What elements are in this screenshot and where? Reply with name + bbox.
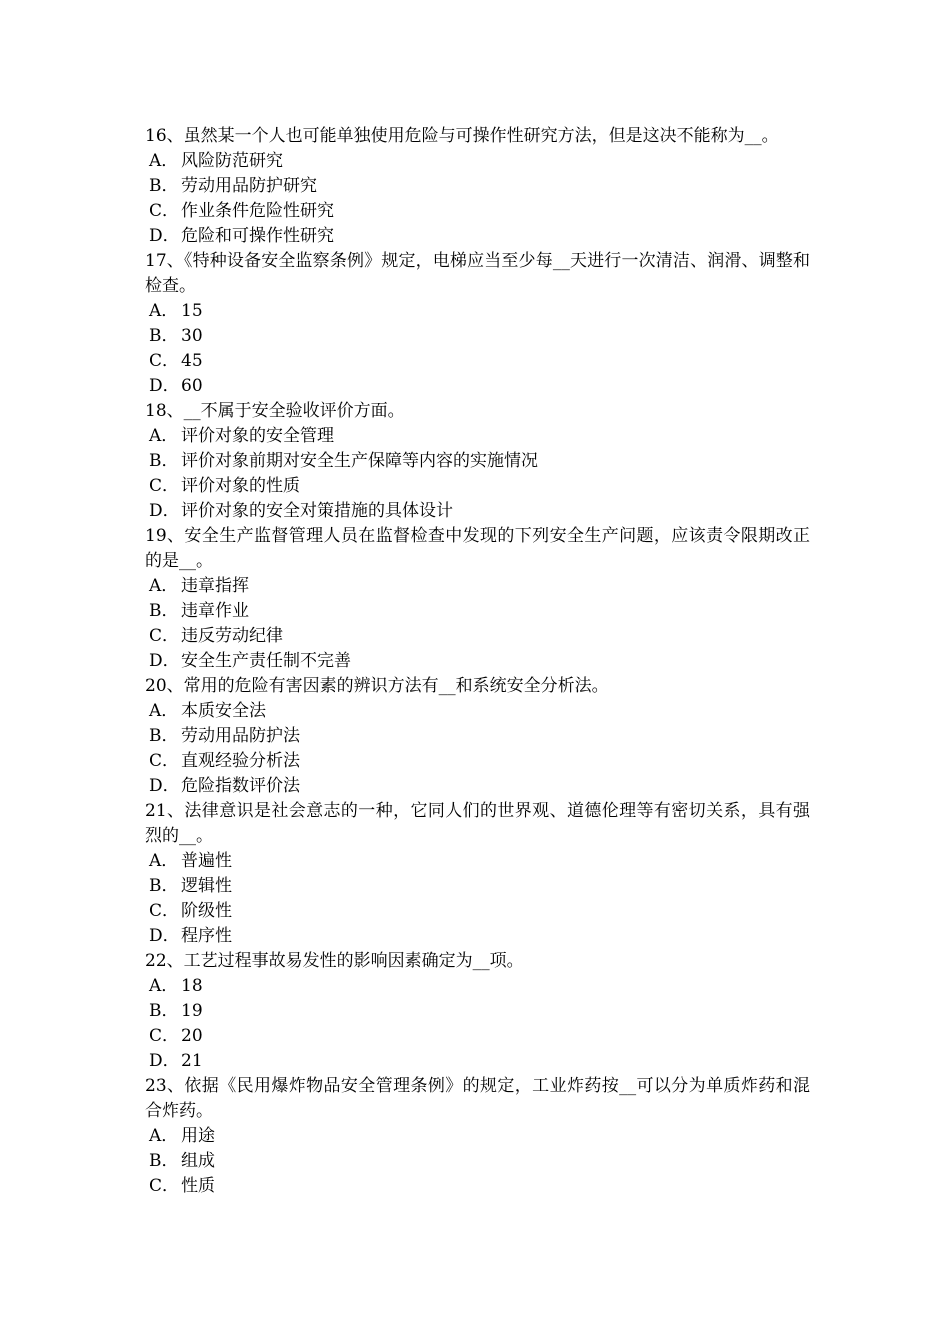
option-letter: C． <box>149 201 180 221</box>
option-a <box>145 849 810 874</box>
option-d <box>145 774 810 799</box>
option-text: 评价对象前期对安全生产保障等内容的实施情况 <box>181 451 538 471</box>
question-text <box>145 524 810 574</box>
question-17 <box>145 249 810 399</box>
option-letter: D． <box>149 926 180 946</box>
option-text: 劳动用品防护法 <box>181 726 300 746</box>
option-b <box>145 874 810 899</box>
option-b <box>145 724 810 749</box>
option-text: 20 <box>181 1026 203 1046</box>
question-20 <box>145 674 810 799</box>
option-text: 普遍性 <box>181 851 232 871</box>
option-d <box>145 374 810 399</box>
question-number: 16、 <box>145 126 184 146</box>
question-body: 依据《民用爆炸物品安全管理条例》的规定，工业炸药按__可以分为单质炸药和混合炸药。 <box>145 1076 811 1121</box>
option-letter: D． <box>149 226 180 246</box>
document-page <box>145 124 810 1199</box>
option-letter: B． <box>149 176 179 196</box>
option-d <box>145 1049 810 1074</box>
option-letter: B． <box>149 326 179 346</box>
question-body: __不属于安全验收评价方面。 <box>183 401 405 421</box>
option-text: 用途 <box>181 1126 215 1146</box>
option-text: 本质安全法 <box>181 701 266 721</box>
question-number: 21、 <box>145 801 185 821</box>
option-a <box>145 149 810 174</box>
option-text: 程序性 <box>181 926 232 946</box>
question-number: 18、 <box>145 401 184 421</box>
question-body: 安全生产监督管理人员在监督检查中发现的下列安全生产问题，应该责令限期改正的是__。 <box>145 526 811 571</box>
option-text: 阶级性 <box>181 901 232 921</box>
option-text: 安全生产责任制不完善 <box>181 651 351 671</box>
option-letter: A． <box>149 301 179 321</box>
option-text: 30 <box>181 326 203 346</box>
question-text <box>145 674 810 699</box>
option-c <box>145 199 810 224</box>
question-22 <box>145 949 810 1074</box>
question-16 <box>145 124 810 249</box>
option-text: 60 <box>181 376 203 396</box>
option-b <box>145 1149 810 1174</box>
question-18 <box>145 399 810 524</box>
option-letter: D． <box>149 776 180 796</box>
option-letter: C． <box>149 351 180 371</box>
option-letter: B． <box>149 1151 179 1171</box>
question-number: 23、 <box>145 1076 185 1096</box>
option-text: 违章指挥 <box>181 576 249 596</box>
option-letter: B． <box>149 726 179 746</box>
option-letter: B． <box>149 601 179 621</box>
option-text: 风险防范研究 <box>181 151 283 171</box>
option-letter: D． <box>149 651 180 671</box>
option-text: 18 <box>181 976 203 996</box>
option-text: 违反劳动纪律 <box>181 626 283 646</box>
option-text: 危险指数评价法 <box>181 776 300 796</box>
option-text: 作业条件危险性研究 <box>181 201 334 221</box>
option-letter: A． <box>149 701 179 721</box>
option-a <box>145 699 810 724</box>
option-letter: A． <box>149 151 179 171</box>
option-a <box>145 974 810 999</box>
question-body: 工艺过程事故易发性的影响因素确定为__项。 <box>183 951 524 971</box>
option-text: 危险和可操作性研究 <box>181 226 334 246</box>
question-19 <box>145 524 810 674</box>
option-c <box>145 474 810 499</box>
option-letter: B． <box>149 451 179 471</box>
option-c <box>145 1174 810 1199</box>
question-body: 法律意识是社会意志的一种，它同人们的世界观、道德伦理等有密切关系，具有强烈的__。 <box>145 801 811 846</box>
option-c <box>145 899 810 924</box>
option-text: 评价对象的安全管理 <box>181 426 334 446</box>
option-a <box>145 1124 810 1149</box>
option-letter: A． <box>149 851 179 871</box>
option-text: 15 <box>181 301 203 321</box>
option-b <box>145 449 810 474</box>
option-letter: A． <box>149 426 179 446</box>
option-letter: C． <box>149 626 180 646</box>
option-text: 逻辑性 <box>181 876 232 896</box>
question-text <box>145 249 810 299</box>
option-text: 组成 <box>181 1151 215 1171</box>
option-d <box>145 924 810 949</box>
question-body: 常用的危险有害因素的辨识方法有__和系统安全分析法。 <box>183 676 609 696</box>
option-c <box>145 624 810 649</box>
option-b <box>145 174 810 199</box>
question-21 <box>145 799 810 949</box>
option-d <box>145 649 810 674</box>
option-text: 直观经验分析法 <box>181 751 300 771</box>
option-letter: D． <box>149 501 180 521</box>
option-letter: B． <box>149 876 179 896</box>
option-c <box>145 749 810 774</box>
option-b <box>145 599 810 624</box>
question-number: 17、 <box>145 251 184 271</box>
question-number: 19、 <box>145 526 185 546</box>
option-letter: A． <box>149 976 179 996</box>
question-body: 《特种设备安全监察条例》规定，电梯应当至少每__天进行一次清洁、润滑、调整和检查。 <box>145 251 811 296</box>
option-letter: C． <box>149 901 180 921</box>
option-a <box>145 424 810 449</box>
question-number: 22、 <box>145 951 184 971</box>
option-d <box>145 499 810 524</box>
option-letter: A． <box>149 576 179 596</box>
question-23 <box>145 1074 810 1199</box>
option-b <box>145 324 810 349</box>
question-text <box>145 799 810 849</box>
question-text <box>145 1074 810 1124</box>
option-c <box>145 1024 810 1049</box>
option-text: 性质 <box>181 1176 215 1196</box>
option-text: 劳动用品防护研究 <box>181 176 317 196</box>
question-text <box>145 124 810 149</box>
option-text: 评价对象的安全对策措施的具体设计 <box>181 501 453 521</box>
option-letter: D． <box>149 376 180 396</box>
question-text <box>145 399 810 424</box>
option-letter: B． <box>149 1001 179 1021</box>
option-text: 19 <box>181 1001 203 1021</box>
option-c <box>145 349 810 374</box>
option-a <box>145 574 810 599</box>
option-text: 45 <box>181 351 203 371</box>
option-letter: C． <box>149 751 180 771</box>
option-text: 违章作业 <box>181 601 249 621</box>
question-body: 虽然某一个人也可能单独使用危险与可操作性研究方法，但是这决不能称为__。 <box>183 126 779 146</box>
question-number: 20、 <box>145 676 184 696</box>
option-letter: D． <box>149 1051 180 1071</box>
option-letter: C． <box>149 1026 180 1046</box>
option-text: 评价对象的性质 <box>181 476 300 496</box>
option-letter: A． <box>149 1126 179 1146</box>
option-letter: C． <box>149 1176 180 1196</box>
option-letter: C． <box>149 476 180 496</box>
option-text: 21 <box>181 1051 203 1071</box>
option-a <box>145 299 810 324</box>
question-text <box>145 949 810 974</box>
option-d <box>145 224 810 249</box>
option-b <box>145 999 810 1024</box>
